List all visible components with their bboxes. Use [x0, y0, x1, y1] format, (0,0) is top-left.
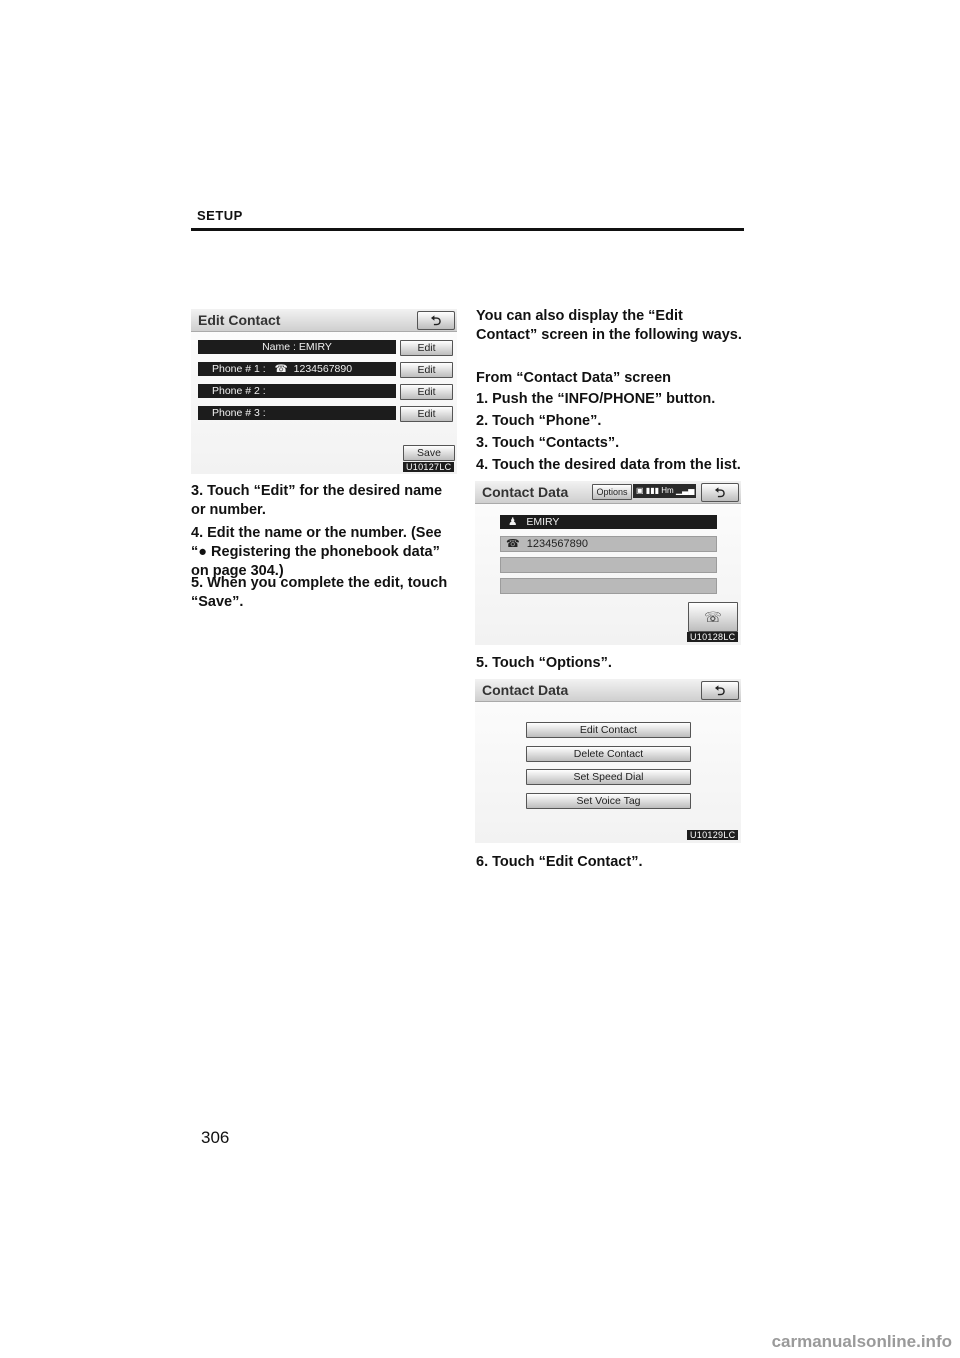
screen-title: Contact Data: [482, 682, 569, 698]
phone2-field[interactable]: Phone # 2 :: [198, 384, 396, 398]
delete-contact-button[interactable]: Delete Contact: [526, 746, 691, 762]
set-speed-dial-button[interactable]: Set Speed Dial: [526, 769, 691, 785]
signal-icon: ▁▃▅: [675, 486, 695, 495]
phone1-label: Phone # 1 :: [212, 363, 266, 375]
save-button[interactable]: Save: [403, 445, 455, 461]
person-icon: ♟: [508, 516, 518, 528]
back-button[interactable]: [417, 311, 455, 330]
phone1-field[interactable]: [198, 362, 396, 376]
back-arrow-icon: ⮌: [714, 683, 726, 698]
step-3: 3. Touch “Edit” for the desired name or number.: [191, 483, 443, 518]
options-button[interactable]: Options: [592, 484, 632, 500]
figure-code: U10129LC: [687, 830, 738, 840]
header-rule: [191, 228, 744, 231]
step-3-right: 3. Touch “Contacts”.: [476, 435, 620, 451]
contact-name-row[interactable]: ♟ EMIRY: [500, 515, 717, 529]
title-bar: [191, 309, 457, 332]
figure-code: U10128LC: [687, 632, 738, 642]
phone-type-icon: ☎: [506, 538, 520, 550]
back-arrow-icon: ⮌: [430, 313, 442, 328]
empty-row: [500, 578, 717, 594]
step-4-right: 4. Touch the desired data from the list.: [476, 457, 741, 473]
phone-type-icon: ☎: [274, 363, 288, 375]
phone-status-icon: ▣: [636, 486, 644, 495]
step-1: 1. Push the “INFO/PHONE” button.: [476, 391, 716, 407]
call-button[interactable]: [688, 602, 738, 632]
handset-icon: ☏: [704, 609, 722, 625]
status-indicator: ▣ ▮▮▮ Hm ▁▃▅: [633, 484, 696, 498]
edit-phone2-button[interactable]: Edit: [400, 384, 453, 400]
back-arrow-icon: ⮌: [714, 485, 726, 500]
step-4: 4. Edit the name or the number. (See “● Registering the phonebook data” on page 304.): [191, 525, 442, 579]
phone3-field[interactable]: Phone # 3 :: [198, 406, 396, 420]
title-bar: [475, 679, 741, 702]
step-6: 6. Touch “Edit Contact”.: [476, 854, 643, 870]
title-bar: [475, 481, 741, 504]
edit-contact-button[interactable]: Edit Contact: [526, 722, 691, 738]
back-button[interactable]: [701, 483, 739, 502]
from-heading: From “Contact Data” screen: [476, 370, 671, 386]
screen-title: Contact Data: [482, 484, 569, 500]
name-field[interactable]: Name : EMIRY: [198, 340, 396, 354]
back-button[interactable]: [701, 681, 739, 700]
edit-phone1-button[interactable]: Edit: [400, 362, 453, 378]
bullet-icon: ●: [198, 544, 208, 560]
contact-data-screen: [475, 481, 741, 645]
contact-number-row[interactable]: ☎ 1234567890: [500, 536, 717, 552]
phone1-number: 1234567890: [293, 363, 353, 375]
edit-name-button[interactable]: Edit: [400, 340, 453, 356]
page-number: 306: [201, 1128, 230, 1147]
empty-row: [500, 557, 717, 573]
intro-text: You can also display the “Edit Contact” screen in the following ways.: [476, 308, 742, 343]
section-header: SETUP: [197, 208, 243, 223]
step-5-right: 5. Touch “Options”.: [476, 655, 612, 671]
step-5-left: 5. When you complete the edit, touch “Save”.: [191, 575, 448, 610]
step-2: 2. Touch “Phone”.: [476, 413, 602, 429]
battery-icon: ▮▮▮: [645, 486, 660, 495]
set-voice-tag-button[interactable]: Set Voice Tag: [526, 793, 691, 809]
figure-code: U10127LC: [403, 462, 454, 472]
edit-phone3-button[interactable]: Edit: [400, 406, 453, 422]
contact-data-options-screen: [475, 679, 741, 843]
edit-contact-screen: [191, 309, 457, 474]
screen-title: Edit Contact: [198, 312, 281, 328]
watermark: carmanualsonline.info: [771, 1332, 952, 1351]
